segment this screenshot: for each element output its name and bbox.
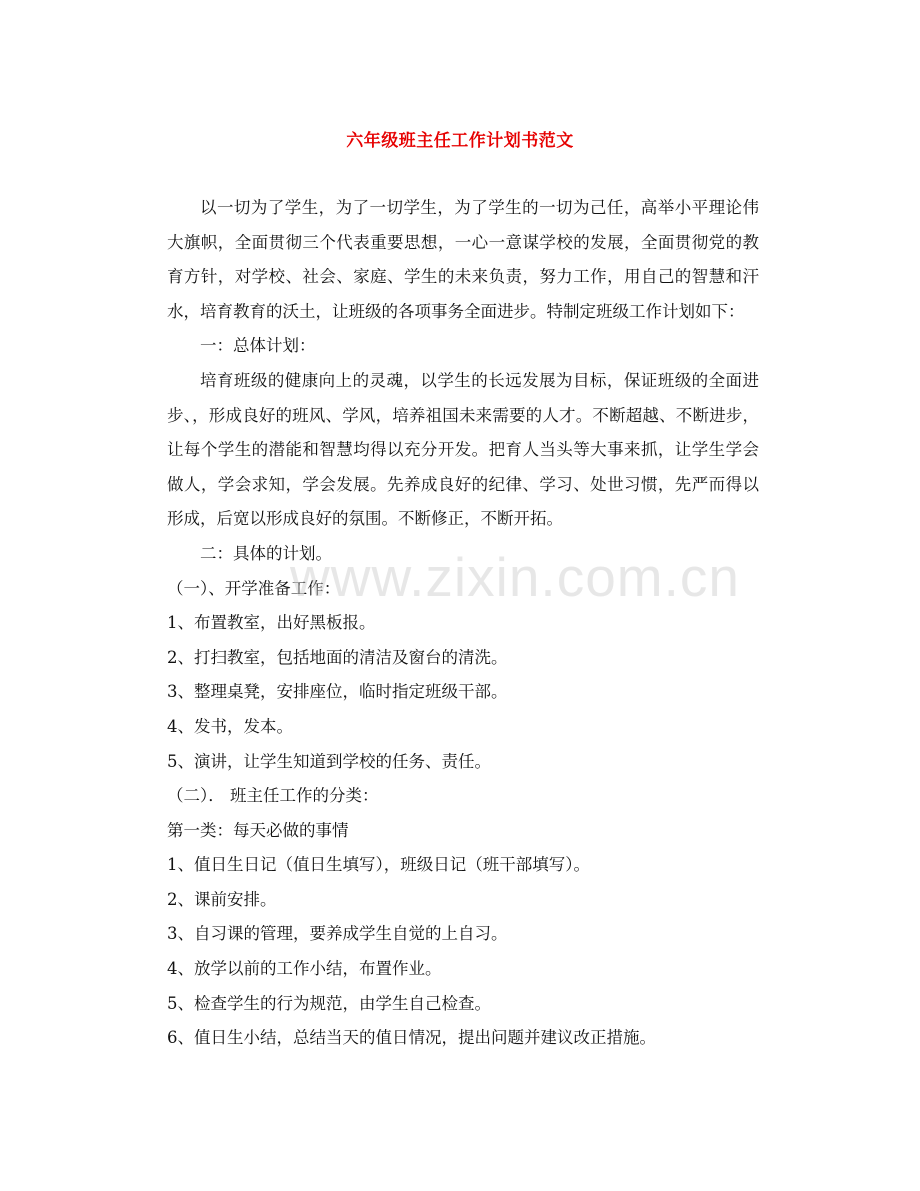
list-item: 6、值日生小结，总结当天的值日情况，提出问题并建议改正措施。	[167, 1028, 656, 1048]
document-title: 六年级班主任工作计划书范文	[346, 131, 574, 151]
list-item: 2、打扫教室，包括地面的清洁及窗台的清洗。	[167, 647, 508, 667]
category1-heading: 第一类：每天必做的事情	[167, 820, 349, 840]
list-item: 1、值日生日记（值日生填写），班级日记（班干部填写）。	[167, 855, 590, 875]
list-item: 3、整理桌凳，安排座位，临时指定班级干部。	[167, 682, 508, 702]
document-body	[167, 191, 759, 1056]
subsection1-heading: （一）、开学准备工作：	[167, 578, 341, 598]
list-item: 5、演讲，让学生知道到学校的任务、责任。	[167, 751, 491, 771]
list-item: 3、自习课的管理，要养成学生自觉的上自习。	[167, 924, 508, 944]
list-item: 4、放学以前的工作小结，布置作业。	[167, 959, 442, 979]
section1-heading: 一：总体计划：	[200, 336, 316, 356]
list-item: 1、布置教室，出好黑板报。	[167, 613, 376, 633]
intro-paragraph: 以一切为了学生，为了一切学生，为了学生的一切为己任，高举小平理论伟大旗帜，全面贯彻三个代表重要思想，一心一意谋学校的发展，全面贯彻党的教育方针，对学校、社会、家庭、学生的未来负责，努力工作，用自己的智慧和汗水，培育教育的沃土，让班级的各项事务全面进步。特制定班级工作计划如下：	[167, 198, 759, 321]
section1-paragraph: 培育班级的健康向上的灵魂，以学生的长远发展为目标，保证班级的全面进步、，形成良好的班风、学风，培养祖国未来需要的人才。不断超越、不断进步，让每个学生的潜能和智慧均得以充分开发。把育人当头等大事来抓，让学生学会做人，学会求知，学会发展。先养成良好的纪律、学习、处世习惯，先严而得以形成，后宽以形成良好的氛围。不断修正，不断开拓。	[167, 370, 759, 529]
list-item: 5、检查学生的行为规范，由学生自己检查。	[167, 993, 491, 1013]
list-item: 4、发书，发本。	[167, 716, 293, 736]
subsection2-heading: （二）． 班主任工作的分类：	[167, 786, 379, 806]
list-item: 2、课前安排。	[167, 889, 277, 909]
watermark: www.zixin.com.cn	[290, 546, 740, 608]
section2-heading: 二：具体的计划。	[200, 543, 332, 563]
